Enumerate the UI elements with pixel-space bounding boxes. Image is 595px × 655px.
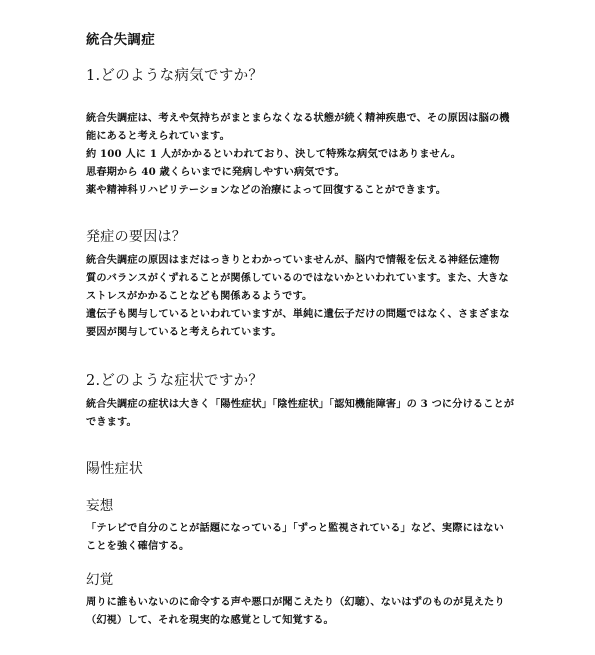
paragraph-line: 周りに誰もいないのに命令する声や悪口が聞こえたり（幻聴）、ないはずのものが見えたり — [86, 596, 505, 608]
paragraph-line: 能にあると考えられています。 — [86, 130, 230, 142]
paragraph-line: 要因が関与していると考えられています。 — [86, 326, 282, 338]
paragraph-line: 質のバランスがくずれることが関係しているのではないかといわれています。また、大きな — [86, 272, 509, 284]
paragraph-line: 統合失調症の症状は大きく「陽性症状」「陰性症状」「認知機能障害」の 3 つに分けることが — [86, 398, 515, 410]
paragraph-line: （幻視）して、それを現実的な感覚として知覚する。 — [86, 614, 334, 626]
paragraph-line: ストレスがかかることなども関係あるようです。 — [86, 290, 313, 302]
section-paragraph-causes — [86, 251, 514, 341]
section-paragraph-symptoms — [86, 395, 514, 431]
paragraph-line: 遺伝子も関与しているといわれていますが、単純に遺伝子だけの問題ではなく、さまざまな — [86, 308, 510, 320]
paragraph-line: ことを強く確信する。 — [86, 540, 190, 552]
paragraph-line: 思春期から 40 歳くらいまでに発病しやすい病気です。 — [86, 166, 345, 178]
section-heading-what-disease: 1.どのような病気ですか？ — [86, 68, 264, 84]
paragraph-line: 「テレビで自分のことが話題になっている」「ずっと監視されている」など、実際にはない — [86, 522, 504, 534]
document-title: 統合失調症 — [86, 32, 155, 48]
section-heading-delusion: 妄想 — [86, 498, 114, 514]
paragraph-line: 統合失調症は、考えや気持ちがまとまらなくなる状態が続く精神疾患で、その原因は脳の機 — [86, 112, 510, 124]
section-heading-hallucination: 幻覚 — [86, 572, 114, 588]
section-heading-symptoms: 2.どのような症状ですか？ — [86, 373, 264, 389]
section-paragraph-what-disease — [86, 109, 514, 199]
paragraph-line: できます。 — [86, 416, 137, 428]
section-heading-positive-symptoms: 陽性症状 — [86, 461, 144, 477]
paragraph-line: 統合失調症の原因はまだはっきりとわかっていませんが、脳内で情報を伝える神経伝達物 — [86, 254, 500, 266]
paragraph-line: 約 100 人に 1 人がかかるといわれており、決して特殊な病気ではありません。 — [86, 148, 462, 160]
paragraph-line: 薬や精神科リハビリテーションなどの治療によって回復することができます。 — [86, 184, 447, 196]
section-paragraph-hallucination — [86, 593, 514, 629]
section-heading-causes: 発症の要因は？ — [86, 229, 187, 245]
section-paragraph-delusion — [86, 519, 514, 555]
